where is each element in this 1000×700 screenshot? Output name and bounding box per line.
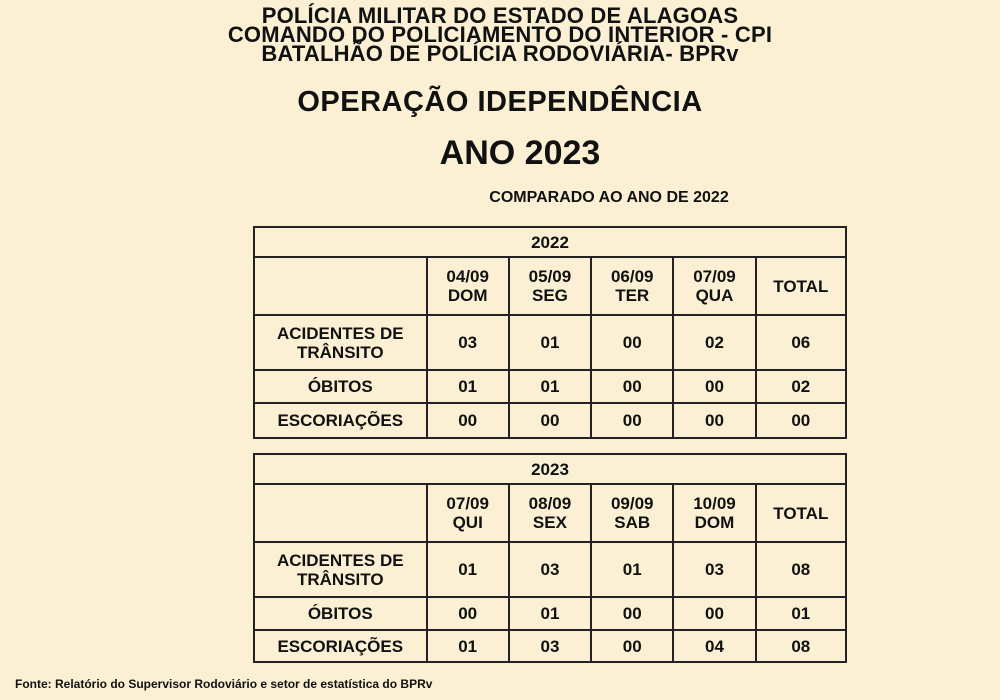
- empty-header-cell: [254, 257, 427, 315]
- day-weekday: QUI: [452, 513, 483, 532]
- day-header-cell: [509, 257, 591, 315]
- total-header-cell: TOTAL: [756, 257, 846, 315]
- total-cell: 06: [756, 315, 846, 370]
- value-cell: 01: [427, 630, 509, 662]
- row-label-line: ACIDENTES DE: [276, 550, 404, 570]
- table-row: [254, 370, 846, 403]
- table-row: [254, 403, 846, 438]
- year-title: ANO 2023: [439, 134, 601, 172]
- day-date: 08/09: [528, 494, 572, 513]
- value-cell: 00: [427, 403, 509, 438]
- comparison-subtitle: COMPARADO AO ANO DE 2022: [489, 189, 729, 206]
- value-cell: 00: [591, 370, 673, 403]
- day-header-cell: [509, 484, 591, 542]
- value-cell: 00: [673, 403, 755, 438]
- day-weekday: SEX: [532, 513, 567, 532]
- year-cell-2023: 2023: [254, 454, 846, 484]
- row-label-accidents: [254, 542, 427, 597]
- row-label-deaths: ÓBITOS: [254, 597, 427, 630]
- total-header-cell: TOTAL: [756, 484, 846, 542]
- day-header-cell: [427, 484, 509, 542]
- table-row: [254, 454, 846, 484]
- table-row: [254, 542, 846, 597]
- day-date: 06/09: [610, 267, 654, 286]
- value-cell: 00: [427, 597, 509, 630]
- operation-title: OPERAÇÃO IDEPENDÊNCIA: [297, 86, 703, 118]
- day-weekday: DOM: [694, 513, 735, 532]
- day-date: 07/09: [446, 494, 489, 513]
- source-footnote: Fonte: Relatório do Supervisor Rodoviário e setor de estatística do BPRv: [15, 677, 433, 691]
- row-label-line: ACIDENTES DE: [276, 323, 404, 343]
- value-cell: 01: [509, 370, 591, 403]
- value-cell: 01: [509, 597, 591, 630]
- table-row: [254, 227, 846, 257]
- row-label-deaths: ÓBITOS: [254, 370, 427, 403]
- day-date: 07/09: [693, 267, 736, 286]
- stats-table-2022: [253, 226, 847, 439]
- value-cell: 03: [509, 630, 591, 662]
- row-label-line: TRÂNSITO: [296, 342, 384, 362]
- total-cell: 02: [756, 370, 846, 403]
- day-weekday: SAB: [614, 513, 651, 532]
- day-date: 05/09: [528, 267, 572, 286]
- day-header-cell: [591, 484, 673, 542]
- day-header-cell: [591, 257, 673, 315]
- document-header: [0, 3, 1000, 66]
- header-line-command: COMANDO DO POLICIAMENTO DO INTERIOR - CPI: [227, 22, 773, 47]
- day-weekday: DOM: [447, 286, 488, 305]
- table-row: [254, 484, 846, 542]
- value-cell: 00: [591, 630, 673, 662]
- table-row: [254, 597, 846, 630]
- day-header-cell: [427, 257, 509, 315]
- table-row: [254, 315, 846, 370]
- value-cell: 04: [673, 630, 755, 662]
- day-date: 04/09: [446, 267, 489, 286]
- table-row: [254, 257, 846, 315]
- day-header-cell: [673, 257, 755, 315]
- day-date: 10/09: [693, 494, 736, 513]
- total-cell: 01: [756, 597, 846, 630]
- day-header-cell: [673, 484, 755, 542]
- row-label-abrasions: ESCORIAÇÕES: [254, 630, 427, 662]
- value-cell: 00: [673, 597, 755, 630]
- empty-header-cell: [254, 484, 427, 542]
- header-line-institution: POLÍCIA MILITAR DO ESTADO DE ALAGOAS: [261, 3, 739, 28]
- total-cell: 00: [756, 403, 846, 438]
- value-cell: 00: [591, 597, 673, 630]
- value-cell: 00: [509, 403, 591, 438]
- value-cell: 01: [427, 542, 509, 597]
- value-cell: 00: [591, 403, 673, 438]
- value-cell: 01: [427, 370, 509, 403]
- stats-table-2023: [253, 453, 847, 663]
- value-cell: 00: [591, 315, 673, 370]
- day-weekday: SEG: [531, 286, 568, 305]
- value-cell: 00: [673, 370, 755, 403]
- value-cell: 01: [591, 542, 673, 597]
- day-date: 09/09: [610, 494, 654, 513]
- day-weekday: TER: [615, 286, 650, 305]
- value-cell: 03: [673, 542, 755, 597]
- total-cell: 08: [756, 542, 846, 597]
- total-cell: 08: [756, 630, 846, 662]
- header-line-battalion: BATALHÃO DE POLÍCIA RODOVIÁRIA- BPRv: [261, 41, 739, 66]
- row-label-accidents: [254, 315, 427, 370]
- year-cell-2022: 2022: [254, 227, 846, 257]
- value-cell: 03: [427, 315, 509, 370]
- row-label-line: TRÂNSITO: [296, 569, 384, 589]
- day-weekday: QUA: [695, 286, 734, 305]
- value-cell: 03: [509, 542, 591, 597]
- value-cell: 02: [673, 315, 755, 370]
- value-cell: 01: [509, 315, 591, 370]
- table-row: [254, 630, 846, 662]
- row-label-abrasions: ESCORIAÇÕES: [254, 403, 427, 438]
